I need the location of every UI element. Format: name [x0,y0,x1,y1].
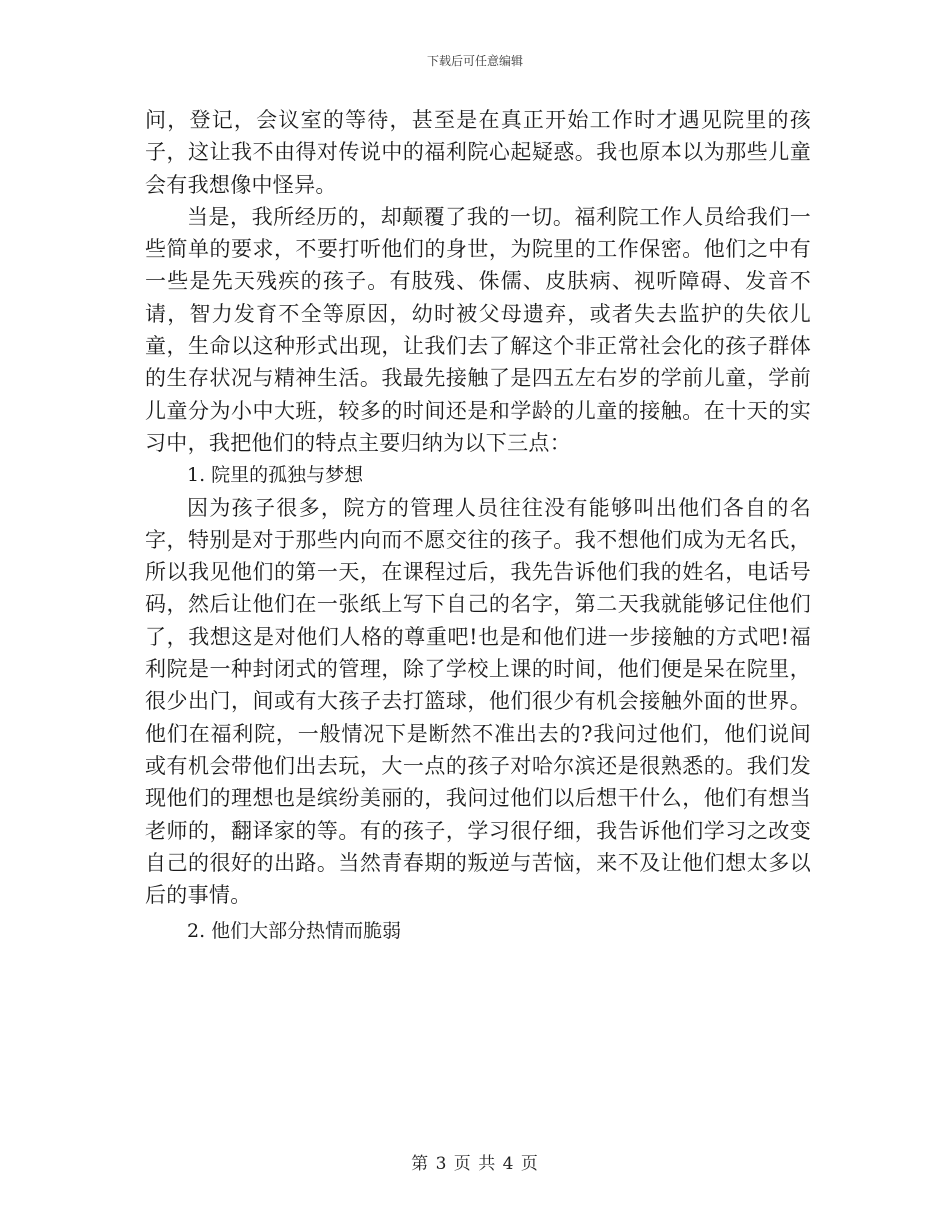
page-header-note: 下载后可任意编辑 [426,54,523,68]
section-heading-1: 1. 院里的孤独与梦想 [187,464,364,487]
paragraph-3: 因为孩子很多，院方的管理人员往往没有能够叫出他们各自的名字，特别是对于那些内向而不愿交往的孩子。我不想他们成为无名氏，所以我见他们的第一天，在课程过后，我先告诉他们我的姓名，电话号码，然后让他们在一张纸上写下自己的名字，第二天我就能够记住他们了，我想这是对他们人格的尊重吧!也是和他们进一步接触的方式吧!福利院是一种封闭式的管理，除了学校上课的时间，他们便是呆在院里，很少出门，间或有大孩子去打篮球，他们很少有机会接触外面的世界。他们在福利院，一般情况下是断然不准出去的?我问过他们，他们说间或有机会带他们出去玩，大一点的孩子对哈尔滨还是很熟悉的。我们发现他们的理想也是缤纷美丽的，我问过他们以后想干什么，他们有想当老师的，翻译家的等。有的孩子，学习很仔细，我告诉他们学习之改变自己的很好的出路。当然青春期的叛逆与苦恼，来不及让他们想太多以后的事情。 [145,495,811,908]
document-body [145,104,811,948]
section-heading-2: 2. 他们大部分热情而脆弱 [187,920,402,943]
paragraph-2: 当是，我所经历的，却颠覆了我的一切。福利院工作人员给我们一些简单的要求，不要打听他们的身世，为院里的工作保密。他们之中有一些是先天残疾的孩子。有肢残、侏儒、皮肤病、视听障碍、发音不请，智力发育不全等原因，幼时被父母遗弃，或者失去监护的失依儿童，生命以这种形式出现，让我们去了解这个非正常社会化的孩子群体的生存状况与精神生活。我最先接触了是四五左右岁的学前儿童，学前儿童分为小中大班，较多的时间还是和学龄的儿童的接触。在十天的实习中，我把他们的特点主要归纳为以下三点： [145,204,811,455]
paragraph-1: 问，登记，会议室的等待，甚至是在真正开始工作时才遇见院里的孩子，这让我不由得对传说中的福利院心起疑惑。我也原本以为那些儿童会有我想像中怪异。 [145,108,811,197]
page-number: 第 3 页 共 4 页 [411,1154,539,1174]
